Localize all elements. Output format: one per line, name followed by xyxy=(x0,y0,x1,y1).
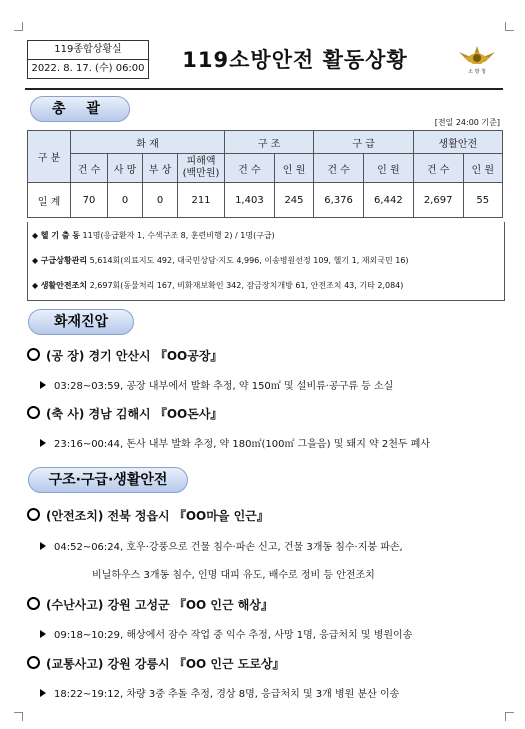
section-label-rescue: 구조·구급·생활안전 xyxy=(28,467,188,493)
col-header: 건 수 xyxy=(225,154,275,183)
heading-text: (안전조치) 전북 정읍시 『OO마을 인근』 xyxy=(46,509,269,523)
col-header: 건 수 xyxy=(314,154,364,183)
group-safety: 생활안전 xyxy=(413,131,502,154)
rescue-item-heading xyxy=(27,655,285,672)
note-helicopter xyxy=(32,230,275,241)
note-label: 헬 기 출 동 xyxy=(40,231,80,240)
group-fire: 화 재 xyxy=(71,131,225,154)
group-ems: 구 급 xyxy=(314,131,414,154)
diamond-bullet-icon: ◆ xyxy=(32,256,39,265)
circle-bullet-icon xyxy=(27,656,40,669)
group-rescue: 구 조 xyxy=(225,131,314,154)
as-of-note: [전일 24:00 기준] xyxy=(434,118,500,127)
circle-bullet-icon xyxy=(27,508,40,521)
triangle-bullet-icon xyxy=(40,689,46,697)
circle-bullet-icon xyxy=(27,348,40,361)
table-cell: 211 xyxy=(178,183,225,218)
detail-text: 03:28~03:59, 공장 내부에서 발화 추정, 약 150㎡ 및 설비류·공구류 등 소실 xyxy=(54,381,394,392)
rescue-item-detail xyxy=(40,538,403,553)
col-header: 인 원 xyxy=(463,154,502,183)
diamond-bullet-icon: ◆ xyxy=(32,231,39,240)
fire-agency-emblem-icon xyxy=(455,38,499,82)
heading-text: (수난사고) 강원 고성군 『OO 인근 해상』 xyxy=(46,598,273,612)
detail-text: 04:52~06:24, 호우·강풍으로 건물 침수·파손 신고, 건물 3개동 침수·지붕 파손, xyxy=(54,542,403,553)
row-label: 일 계 xyxy=(28,183,71,218)
corner-mark-top-right xyxy=(505,22,514,31)
circle-bullet-icon xyxy=(27,597,40,610)
table-cell: 55 xyxy=(463,183,502,218)
col-header: 건 수 xyxy=(413,154,463,183)
heading-text: (축 사) 경남 김해시 『OO돈사』 xyxy=(46,407,223,421)
fire-item-detail xyxy=(40,435,430,450)
section-label-fire: 화재진압 xyxy=(28,309,134,335)
detail-text: 18:22~19:12, 차량 3중 추돌 추정, 경상 8명, 응급처치 및 3개 병원 분산 이송 xyxy=(54,689,400,700)
rescue-item-heading xyxy=(27,507,269,524)
triangle-bullet-icon xyxy=(40,630,46,638)
note-text: 11명(응급환자 1, 수색구조 8, 훈련비행 2) / 1명(구급) xyxy=(82,231,275,240)
rescue-item-detail xyxy=(40,685,399,700)
section-label-summary: 총 괄 xyxy=(30,96,130,122)
col-header: 사 망 xyxy=(108,154,143,183)
emblem-caption: 소 방 청 xyxy=(468,69,486,75)
note-label: 구급상황관리 xyxy=(40,256,88,265)
note-label: 생활안전조치 xyxy=(40,281,88,290)
detail-text: 09:18~10:29, 해상에서 잠수 작업 중 익수 추정, 사망 1명, 응급처치 및 병원이송 xyxy=(54,630,413,641)
fire-item-detail xyxy=(40,377,393,392)
table-cell: 0 xyxy=(143,183,178,218)
rescue-item-detail xyxy=(40,626,412,641)
report-info-box xyxy=(27,40,149,79)
report-date: 2022. 8. 17. (수) 06:00 xyxy=(28,59,148,78)
note-ems xyxy=(32,255,409,266)
office-name: 119종합상황실 xyxy=(54,44,122,55)
table-cell: 0 xyxy=(108,183,143,218)
table-cell: 6,376 xyxy=(314,183,364,218)
col-header: 건 수 xyxy=(71,154,108,183)
page-title: 119소방안전 활동상황 xyxy=(182,48,408,72)
note-text: 5,614회(의료지도 492, 대국민상담·지도 4,996, 이송병원선정 109, 헬기 1, 재외국민 16) xyxy=(89,256,409,265)
rescue-item-detail-continued: 비닐하우스 3개동 침수, 인명 대피 유도, 배수로 정비 등 안전조치 xyxy=(92,570,375,581)
table-cell: 245 xyxy=(274,183,313,218)
col-header: 인 원 xyxy=(363,154,413,183)
table-cell: 2,697 xyxy=(413,183,463,218)
table-cell: 1,403 xyxy=(225,183,275,218)
heading-text: (교통사고) 강원 강릉시 『OO 인근 도로상』 xyxy=(46,657,285,671)
corner-mark-bottom-left xyxy=(14,712,23,721)
note-safety xyxy=(32,280,403,291)
fire-item-heading xyxy=(27,405,222,422)
circle-bullet-icon xyxy=(27,406,40,419)
summary-notes xyxy=(27,222,505,301)
header-divider xyxy=(25,88,503,90)
heading-text: (공 장) 경기 안산시 『OO공장』 xyxy=(46,349,223,363)
fire-item-heading xyxy=(27,347,222,364)
table-cell: 70 xyxy=(71,183,108,218)
col-header: 인 원 xyxy=(274,154,313,183)
corner-mark-top-left xyxy=(14,22,23,31)
diamond-bullet-icon: ◆ xyxy=(32,281,39,290)
note-text: 2,697회(동물처리 167, 비화재보확인 342, 잠금장치개방 61, 안전조치 43, 기타 2,084) xyxy=(89,281,404,290)
detail-text: 23:16~00:44, 돈사 내부 발화 추정, 약 180㎡(100㎡ 그을음) 및 돼지 약 2천두 폐사 xyxy=(54,439,431,450)
summary-table xyxy=(27,130,503,218)
rescue-item-heading xyxy=(27,596,273,613)
corner-mark-bottom-right xyxy=(505,712,514,721)
row-label-header: 구 분 xyxy=(28,131,71,183)
triangle-bullet-icon xyxy=(40,439,46,447)
table-cell: 6,442 xyxy=(363,183,413,218)
triangle-bullet-icon xyxy=(40,381,46,389)
col-header: 피해액 (백만원) xyxy=(178,154,225,183)
triangle-bullet-icon xyxy=(40,542,46,550)
col-header: 부 상 xyxy=(143,154,178,183)
